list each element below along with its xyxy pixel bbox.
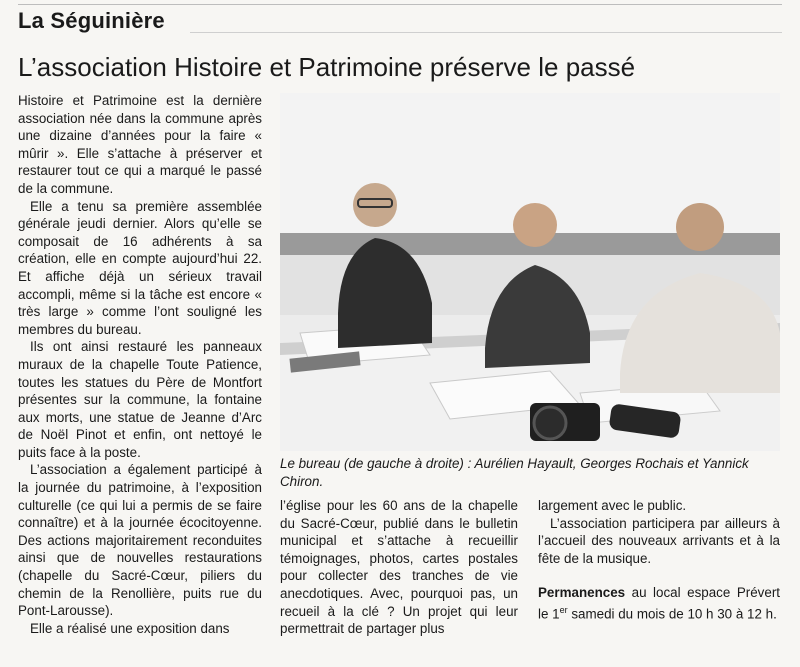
photo-illustration [280, 93, 780, 451]
top-rule [18, 4, 782, 5]
paragraph: Ils ont ainsi restauré les panneaux muraux de la chapelle Toute Patience, toutes les statues du Père de Montfort présentes sur la commune, la fontaine aux morts, une statue de Jeanne d’Arc de Noël Pinot et enfin, ont nettoyé le puits face à la poste. [18, 339, 262, 460]
photo-caption: Le bureau (de gauche à droite) : Aurélien Hayault, Georges Rochais et Yannick Chiron. [280, 456, 749, 489]
paragraph: Elle a tenu sa première assemblée générale jeudi dernier. Alors qu’elle se composait de 16 adhérents à sa création, elle en compte aujourd’hui 22. Et affiche déjà un sérieux travail accompli, même si la tâche est encore « très large » comme l’ont souligné les membres du bureau. [18, 198, 262, 337]
paragraph: largement avec le public. [538, 498, 687, 513]
article-column-1 [18, 92, 262, 637]
permanences-text-b: samedi du mois de 10 h 30 à 12 h. [567, 606, 777, 622]
paragraph: Elle a réalisé une exposition dans [30, 620, 230, 636]
paragraph: l’église pour les 60 ans de la chapelle du Sacré-Cœur, publié dans le bulletin municipal et s’attache à recueillir témoignages, photos, cartes postales pour collecter des tranches de vie anecdotiques. Avec, pourquoi pas, un recueil à la clé ? Un projet qui leur permettrait de partager plus [280, 498, 518, 637]
article-headline: L’association Histoire et Patrimoine préserve le passé [18, 52, 636, 82]
paragraph: L’association a également participé à la journée du patrimoine, à l’exposition culturelle (ce qui lui a permis de se faire connaître) et à la journée écocitoyenne. Des actions majoritairement reconduites ainsi que de nouvelles restaurations (chapelle du Sacré-Cœur, piliers du chemin de la Renollière, puits rue du Pont-Larousse). [18, 462, 262, 619]
article-column-2 [280, 497, 518, 638]
permanences-paragraph [538, 584, 780, 623]
article-photo [280, 93, 780, 451]
ordinal-suffix: er [559, 604, 568, 615]
article-column-3 [538, 497, 780, 623]
permanences-label: Permanences [538, 585, 626, 601]
section-title: La Séguinière [18, 8, 165, 33]
section-rule [190, 32, 782, 33]
paragraph: L’association participera par ailleurs à l’accueil des nouveaux arrivants et à la fête de la musique. [538, 515, 780, 566]
paragraph: Histoire et Patrimoine est la dernière association née dans la commune après une dizaine d’années pour la faire « mûrir ». Elle s’attache à préserver et restaurer tout ce qui a marqué le passé de la commune. [18, 93, 262, 196]
permanences-text-a: au local espace Prévert le 1 [538, 585, 780, 622]
